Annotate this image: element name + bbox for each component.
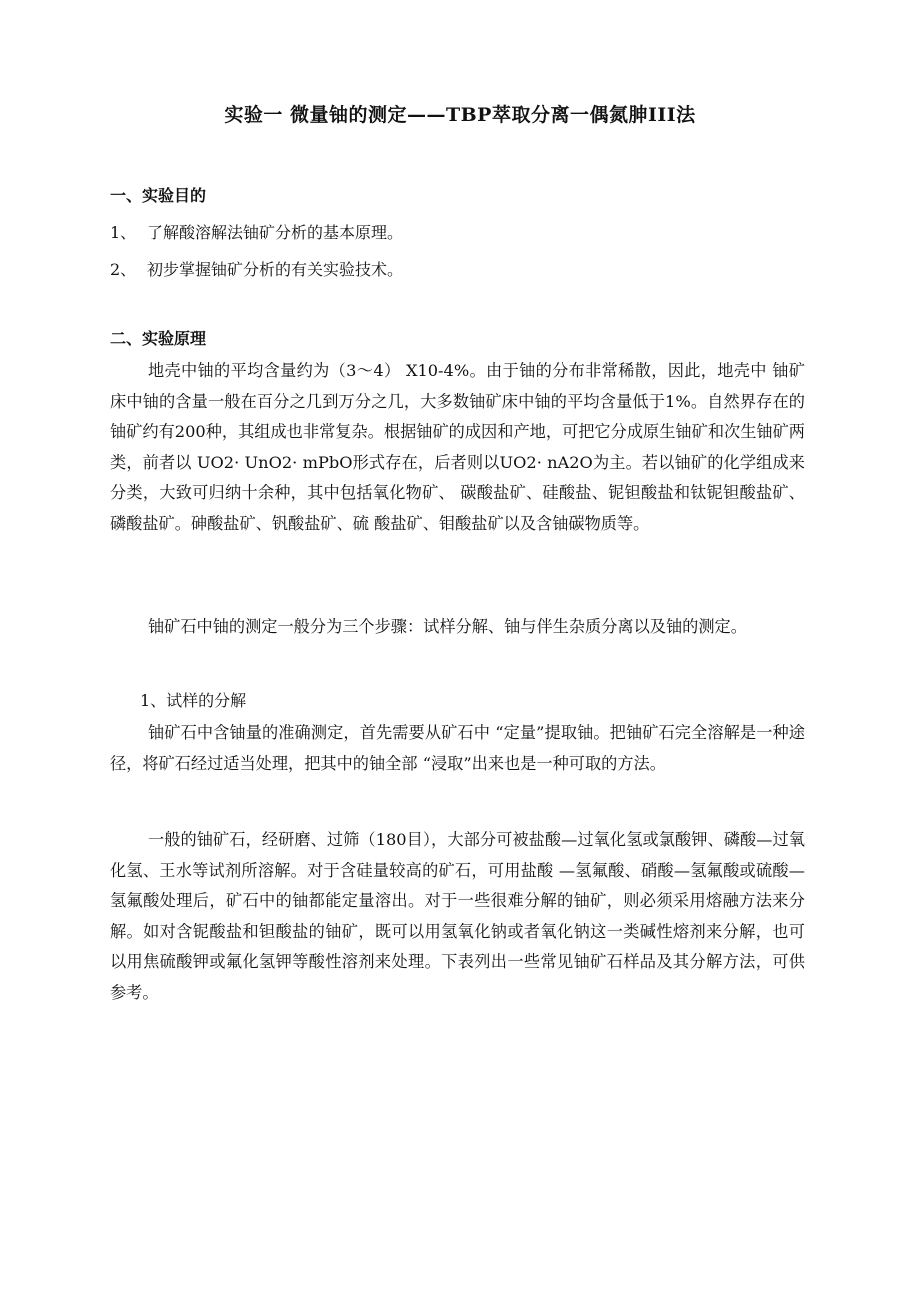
paragraph-dissolution-methods: 一般的铀矿石，经研磨、过筛（180目），大部分可被盐酸—过氧化氢或氯酸钾、磷酸—过氧化氢、王水等试剂所溶解。对于含硅量较高的矿石，可用盐酸 —氢氟酸、硝酸—氢氟酸或硫酸—氢氟酸处理后，矿石中的铀都能定量溶出。对于一些很难分解的铀矿，则必须采用熔融方法来分解。如对含铌酸盐和钽酸盐的铀矿，既可以用氢氧化钠或者氧化钠这一类碱性熔剂来分解，也可以用焦硫酸钾或氟化氢钾等酸性溶剂来处理。下表列出一些常见铀矿石样品及其分解方法，可供参考。 [110,830,805,1002]
list-item-number: 2、 [110,260,137,279]
paragraph-extraction: 铀矿石中含铀量的准确测定，首先需要从矿石中 “定量”提取铀。把铀矿石完全溶解是一种途径，将矿石经过适当处理，把其中的铀全部 “浸取”出来也是一种可取的方法。 [110,723,805,773]
subheading-sample-decomposition: 1、试样的分解 [140,691,247,710]
paragraph-three-steps: 铀矿石中铀的测定一般分为三个步骤：试样分解、铀与伴生杂质分离以及铀的测定。 [148,617,747,636]
list-item-number: 1、 [110,223,137,242]
list-item [110,220,403,243]
paragraph-uranium-content: 地壳中铀的平均含量约为（3〜4） X10-4%。由于铀的分布非常稀散，因此，地壳中 铀矿床中铀的含量一般在百分之几到万分之几，大多数铀矿床中铀的平均含量低于1%。自然界存在的铀矿约有200种，其组成也非常复杂。根据铀矿的成因和产地，可把它分成原生铀矿和次生铀矿两类，前者以 UO2· UnO2· mPbO形式存在，后者则以UO2· nA2O为主。若以铀矿的化学组成来分类，大致可归纳十余种，其中包括氧化物矿、 碳酸盐矿、硅酸盐、铌钽酸盐和钛铌钽酸盐矿、磷酸盐矿。砷酸盐矿、钒酸盐矿、硫 酸盐矿、钼酸盐矿以及含铀碳物质等。 [110,361,805,533]
list-item-text: 了解酸溶解法铀矿分析的基本原理。 [147,223,404,242]
section-heading-principle: 二、实验原理 [110,329,207,348]
document-title: 实验一 微量铀的测定——TBP萃取分离一偶氮胂III法 [224,104,696,126]
list-item-text: 初步掌握铀矿分析的有关实验技术。 [147,260,404,279]
section-heading-purpose: 一、实验目的 [110,186,207,205]
list-item [110,257,403,280]
